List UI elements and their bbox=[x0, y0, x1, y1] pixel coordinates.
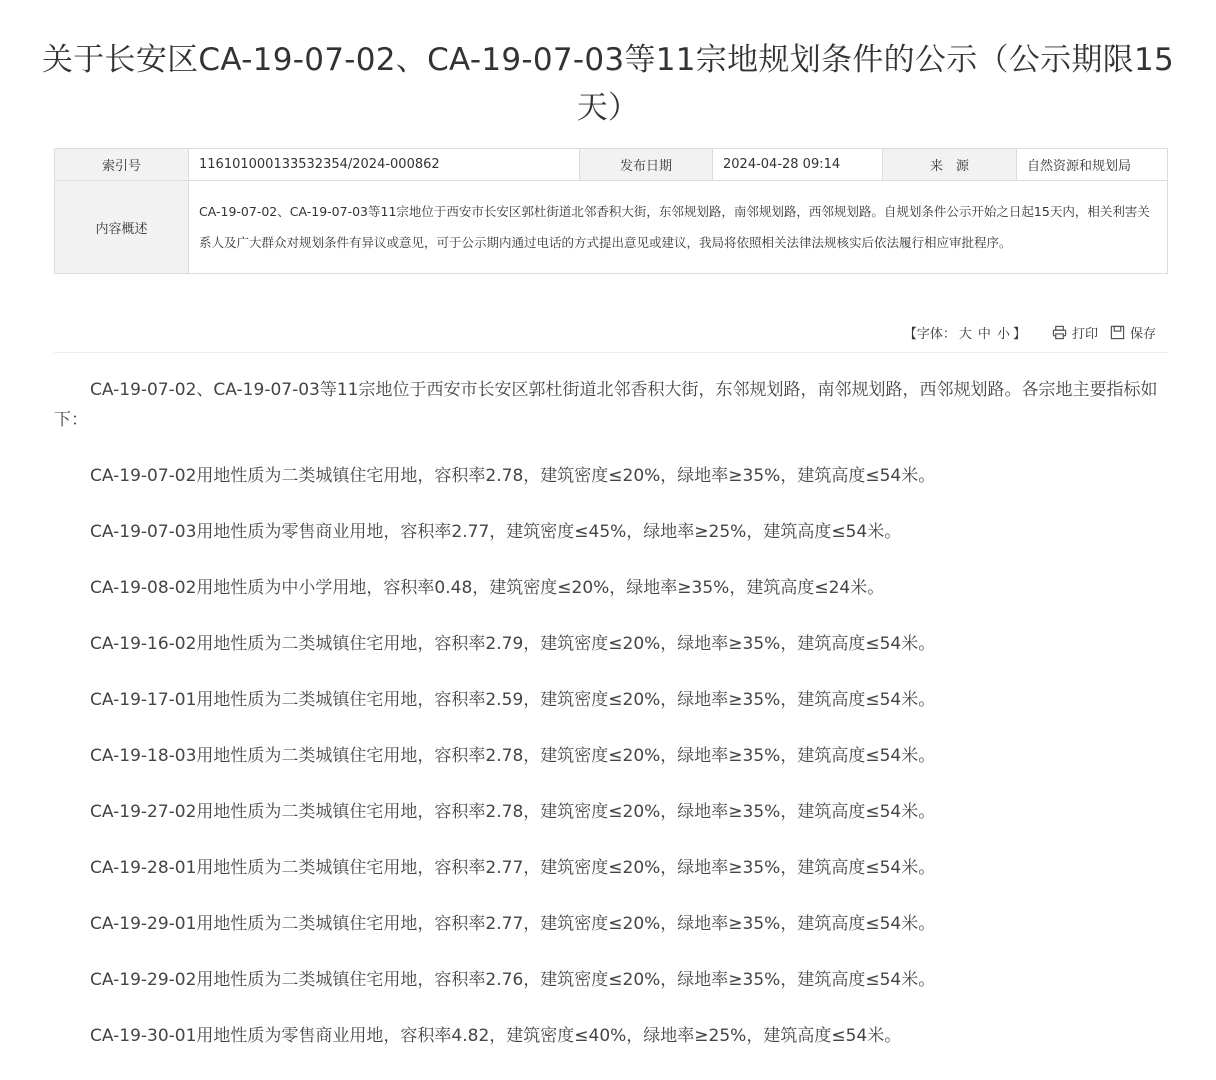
font-large-link[interactable]: 大 bbox=[958, 327, 972, 342]
font-small-link[interactable]: 小 bbox=[996, 327, 1010, 342]
page-title: 关于长安区CA-19-07-02、CA-19-07-03等11宗地规划条件的公示（公示期限15天） bbox=[41, 42, 1175, 126]
metadata-row bbox=[55, 149, 1168, 181]
source-label: 来 源 bbox=[883, 149, 1017, 181]
print-button[interactable] bbox=[1052, 323, 1098, 342]
date-value: 2024-04-28 09:14 bbox=[713, 149, 883, 181]
save-label: 保存 bbox=[1129, 327, 1156, 342]
font-medium-link[interactable]: 中 bbox=[977, 327, 991, 342]
parcel-paragraph: CA-19-30-01用地性质为零售商业用地，容积率4.82，建筑密度≤40%，绿地率≥25%，建筑高度≤54米。 bbox=[90, 1026, 902, 1046]
source-value: 自然资源和规划局 bbox=[1017, 149, 1168, 181]
font-size-prefix: 【字体： bbox=[903, 327, 956, 342]
date-label: 发布日期 bbox=[580, 149, 713, 181]
index-label: 索引号 bbox=[55, 149, 189, 181]
parcel-paragraph: CA-19-08-02用地性质为中小学用地，容积率0.48，建筑密度≤20%，绿地率≥35%，建筑高度≤24米。 bbox=[90, 578, 885, 598]
parcel-paragraph: CA-19-28-01用地性质为二类城镇住宅用地，容积率2.77，建筑密度≤20%，绿地率≥35%，建筑高度≤54米。 bbox=[90, 858, 936, 878]
save-icon bbox=[1110, 325, 1125, 340]
save-button[interactable] bbox=[1110, 323, 1156, 342]
parcel-paragraph: CA-19-18-03用地性质为二类城镇住宅用地，容积率2.78，建筑密度≤20%，绿地率≥35%，建筑高度≤54米。 bbox=[90, 746, 936, 766]
metadata-table bbox=[54, 148, 1168, 274]
parcel-paragraph: CA-19-29-02用地性质为二类城镇住宅用地，容积率2.76，建筑密度≤20%，绿地率≥35%，建筑高度≤54米。 bbox=[90, 970, 936, 990]
summary-row bbox=[55, 181, 1168, 274]
index-value: 116101000133532354/2024-000862 bbox=[189, 149, 580, 181]
intro-paragraph: CA-19-07-02、CA-19-07-03等11宗地位于西安市长安区郭杜街道北邻香积大街，东邻规划路，南邻规划路，西邻规划路。各宗地主要指标如下： bbox=[54, 380, 1158, 430]
summary-value: CA-19-07-02、CA-19-07-03等11宗地位于西安市长安区郭杜街道北邻香积大街，东邻规划路，南邻规划路，西邻规划路。自规划条件公示开始之日起15天内，相关利害关系人及广大群众对规划条件有异议或意见，可于公示期内通过电话的方式提出意见或建议，我局将依照相关法律法规核实后依法履行相应审批程序。 bbox=[189, 181, 1168, 274]
parcel-paragraph: CA-19-16-02用地性质为二类城镇住宅用地，容积率2.79，建筑密度≤20%，绿地率≥35%，建筑高度≤54米。 bbox=[90, 634, 936, 654]
article-toolbar bbox=[904, 323, 1156, 342]
font-size-suffix: 】 bbox=[1012, 327, 1026, 342]
summary-label: 内容概述 bbox=[55, 181, 189, 274]
parcel-paragraph: CA-19-17-01用地性质为二类城镇住宅用地，容积率2.59，建筑密度≤20%，绿地率≥35%，建筑高度≤54米。 bbox=[90, 690, 936, 710]
printer-icon bbox=[1052, 325, 1067, 340]
parcel-paragraph: CA-19-07-03用地性质为零售商业用地，容积率2.77，建筑密度≤45%，绿地率≥25%，建筑高度≤54米。 bbox=[90, 522, 902, 542]
divider bbox=[54, 352, 1167, 353]
parcel-paragraph: CA-19-29-01用地性质为二类城镇住宅用地，容积率2.77，建筑密度≤20%，绿地率≥35%，建筑高度≤54米。 bbox=[90, 914, 936, 934]
parcel-paragraph: CA-19-07-02用地性质为二类城镇住宅用地，容积率2.78，建筑密度≤20%，绿地率≥35%，建筑高度≤54米。 bbox=[90, 466, 936, 486]
font-size-control bbox=[904, 323, 1026, 342]
print-label: 打印 bbox=[1071, 327, 1098, 342]
parcel-paragraph: CA-19-27-02用地性质为二类城镇住宅用地，容积率2.78，建筑密度≤20%，绿地率≥35%，建筑高度≤54米。 bbox=[90, 802, 936, 822]
article-body bbox=[54, 375, 1167, 1077]
